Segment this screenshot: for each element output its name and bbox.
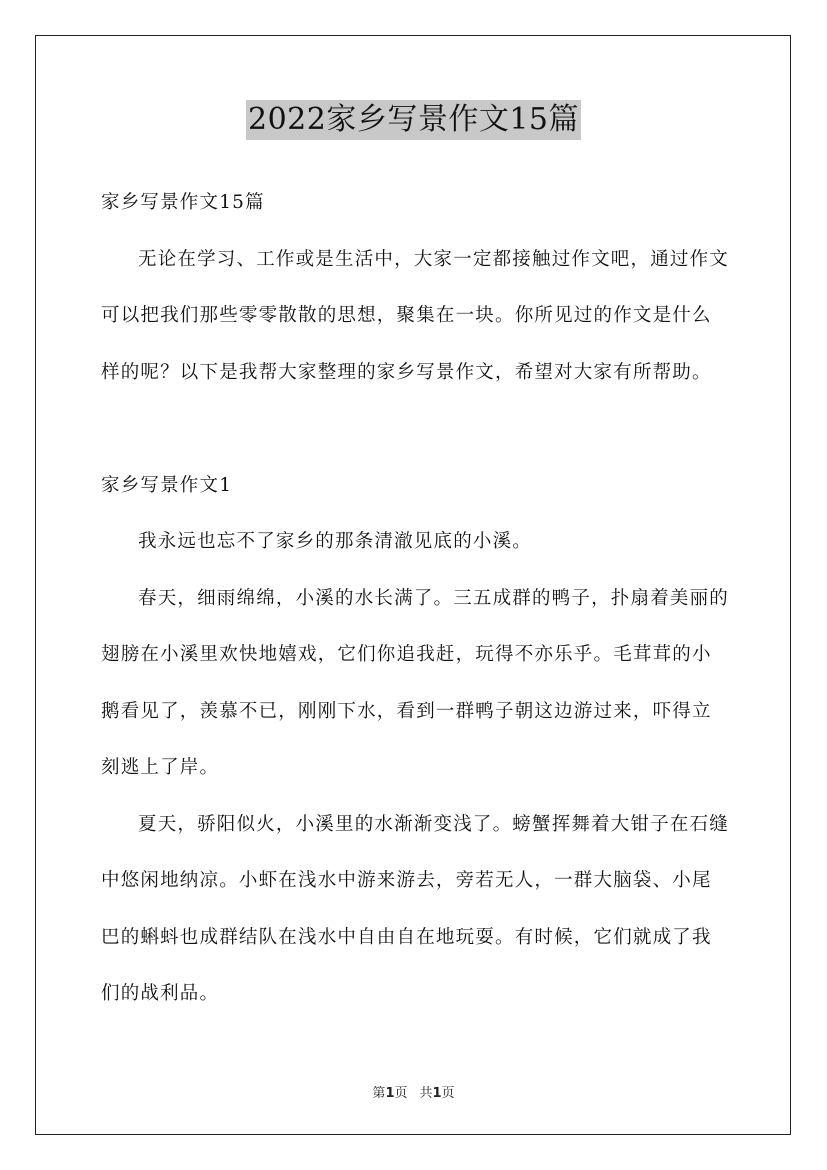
page-prefix: 第 bbox=[372, 1086, 386, 1101]
document-body bbox=[101, 175, 731, 1023]
page-total: 1 bbox=[432, 1086, 442, 1101]
page-suffix: 页 bbox=[394, 1086, 408, 1101]
total-prefix: 共 bbox=[419, 1086, 433, 1101]
section-spacer bbox=[101, 401, 731, 458]
section-heading: 家乡写景作文1 bbox=[101, 474, 233, 496]
document-subtitle: 家乡写景作文15篇 bbox=[101, 192, 265, 213]
total-suffix: 页 bbox=[441, 1086, 455, 1101]
body-paragraph: 春天，细雨绵绵，小溪的水长满了。三五成群的鸭子，扑扇着美丽的翅膀在小溪里欢快地嬉戏，它们你追我赶，玩得不亦乐乎。毛茸茸的小鹅看见了，羡慕不已，刚刚下水，看到一群鸭子朝这边游过来，吓得立刻逃上了岸。 bbox=[101, 587, 730, 778]
document-title: 2022家乡写景作文15篇 bbox=[246, 100, 581, 140]
title-container bbox=[0, 100, 827, 140]
intro-paragraph: 无论在学习、工作或是生活中，大家一定都接触过作文吧，通过作文可以把我们那些零零散散的思想，聚集在一块。你所见过的作文是什么样的呢？以下是我帮大家整理的家乡写景作文，希望对大家有所帮助。 bbox=[101, 248, 730, 383]
page-footer bbox=[0, 1082, 827, 1101]
body-paragraph: 我永远也忘不了家乡的那条清澈见底的小溪。 bbox=[138, 531, 533, 552]
body-paragraph: 夏天，骄阳似火，小溪里的水渐渐变浅了。螃蟹挥舞着大钳子在石缝中悠闲地纳凉。小虾在浅水中游来游去，旁若无人，一群大脑袋、小尾巴的蝌蚪也成群结队在浅水中自由自在地玩耍。有时候，它们就成了我们的战利品。 bbox=[101, 813, 730, 1004]
page-current: 1 bbox=[385, 1086, 395, 1101]
